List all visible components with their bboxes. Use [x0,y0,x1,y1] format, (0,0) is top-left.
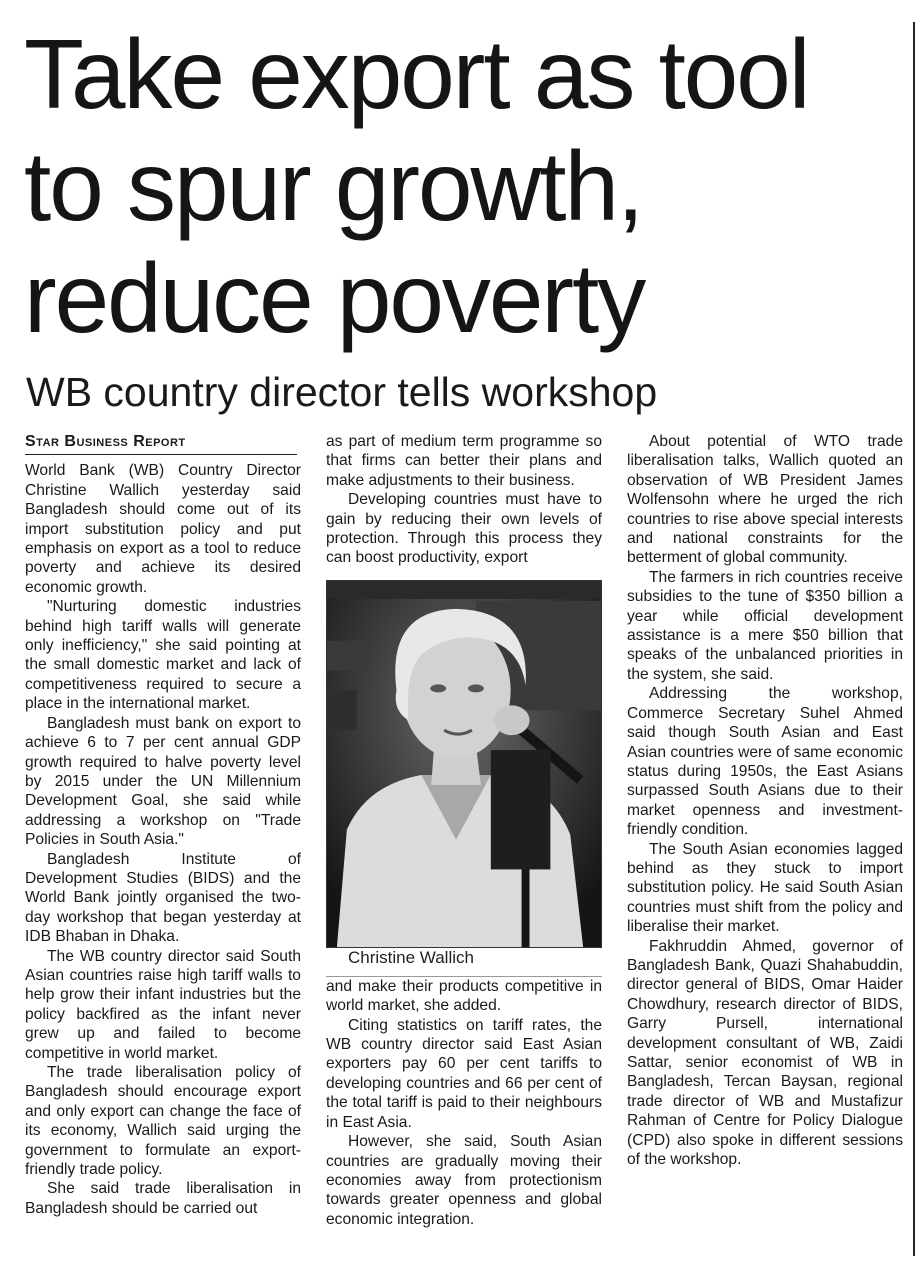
paragraph: Citing statistics on tariff rates, the WB country director said East Asian exporters pay 60 per cent tariffs to developing countries and 66 per cent of the total tariff is paid to their neighbours in East Asia. [326,1016,602,1131]
byline: Star Business Report [25,432,297,455]
speaker-photo [326,580,602,948]
paragraph: as part of medium term programme so that firms can better their plans and make adjustments to their business. [326,433,602,489]
paragraph: World Bank (WB) Country Director Christine Wallich yesterday said Bangladesh should come out of its import substitution policy and put emphasis on export as a tool to reduce poverty and achieve its desired economic growth. [25,462,301,596]
paragraph: However, she said, South Asian countries are gradually moving their economies away from protectionism towards greater openness and global economic integration. [326,1133,602,1228]
paragraph: The South Asian economies lagged behind as they stuck to import substitution policy. He said South Asian countries must shift from the policy and liberalise their market. [627,840,903,936]
paragraph: Developing countries must have to gain by reducing their own levels of protection. Through this process they can boost productivity, export [326,491,602,567]
column-2 [326,432,602,1229]
paragraph: The trade liberalisation policy of Bangladesh should encourage export and only export can change the face of its economy, Wallich said urging the government to formulate an export-friendly trade policy. [25,1064,301,1179]
column-rule [913,22,915,1256]
column-1 [25,432,301,1218]
paragraph: Fakhruddin Ahmed, governor of Bangladesh Bank, Quazi Shahabuddin, director general of BIDS, Omar Haider Chowdhury, research director of BIDS, Garry Pursell, international development consultant of WB, Zaidi Sattar, senior economist of WB in Bangladesh, Tercan Baysan, regional trade director of WB and Mustafizur Rahman of Centre for Policy Dialogue (CPD) also spoke in different sessions of the workshop. [627,937,903,1169]
paragraph: Bangladesh must bank on export to achieve 6 to 7 per cent annual GDP growth required to halve poverty level by 2015 under the UN Millennium Development Goal, she said while addressing a workshop on "Trade Policies in South Asia." [25,714,301,849]
headline: Take export as tool to spur growth, reduce poverty [24,19,809,353]
paragraph: Addressing the workshop, Commerce Secretary Suhel Ahmed said though South Asian and East Asian countries were of same economic status during 1950s, the East Asians surpassed South Asians due to their market openness and investment-friendly condition. [627,685,903,839]
paragraph: The WB country director said South Asian countries raise high tariff walls to help grow their infant industries but the policy backfired as the infant never grew up and failed to become competitive in world market. [25,947,301,1062]
paragraph: "Nurturing domestic industries behind high tariff walls will generate only inefficiency," she said pointing at the small domestic market and lack of competitiveness required to secure a place in the international market. [25,598,301,713]
photo-caption: Christine Wallich [326,948,602,977]
subheadline: WB country director tells workshop [26,369,658,415]
paragraph: About potential of WTO trade liberalisation talks, Wallich quoted an observation of WB President James Wolfensohn where he urged the rich countries to rise above special interests and national constraints for the betterment of global community. [627,433,903,567]
column-3 [627,432,903,1169]
paragraph: Bangladesh Institute of Development Studies (BIDS) and the World Bank jointly organised the two-day workshop that began yesterday at IDB Bhaban in Dhaka. [25,850,301,946]
paragraph: She said trade liberalisation in Bangladesh should be carried out [25,1180,301,1217]
paragraph: and make their products competitive in world market, she added. [326,977,602,1015]
paragraph: The farmers in rich countries receive subsidies to the tune of $350 billion a year while official development assistance is a mere $50 billion that speaks of the unbalanced priorities in the system, she said. [627,568,903,683]
